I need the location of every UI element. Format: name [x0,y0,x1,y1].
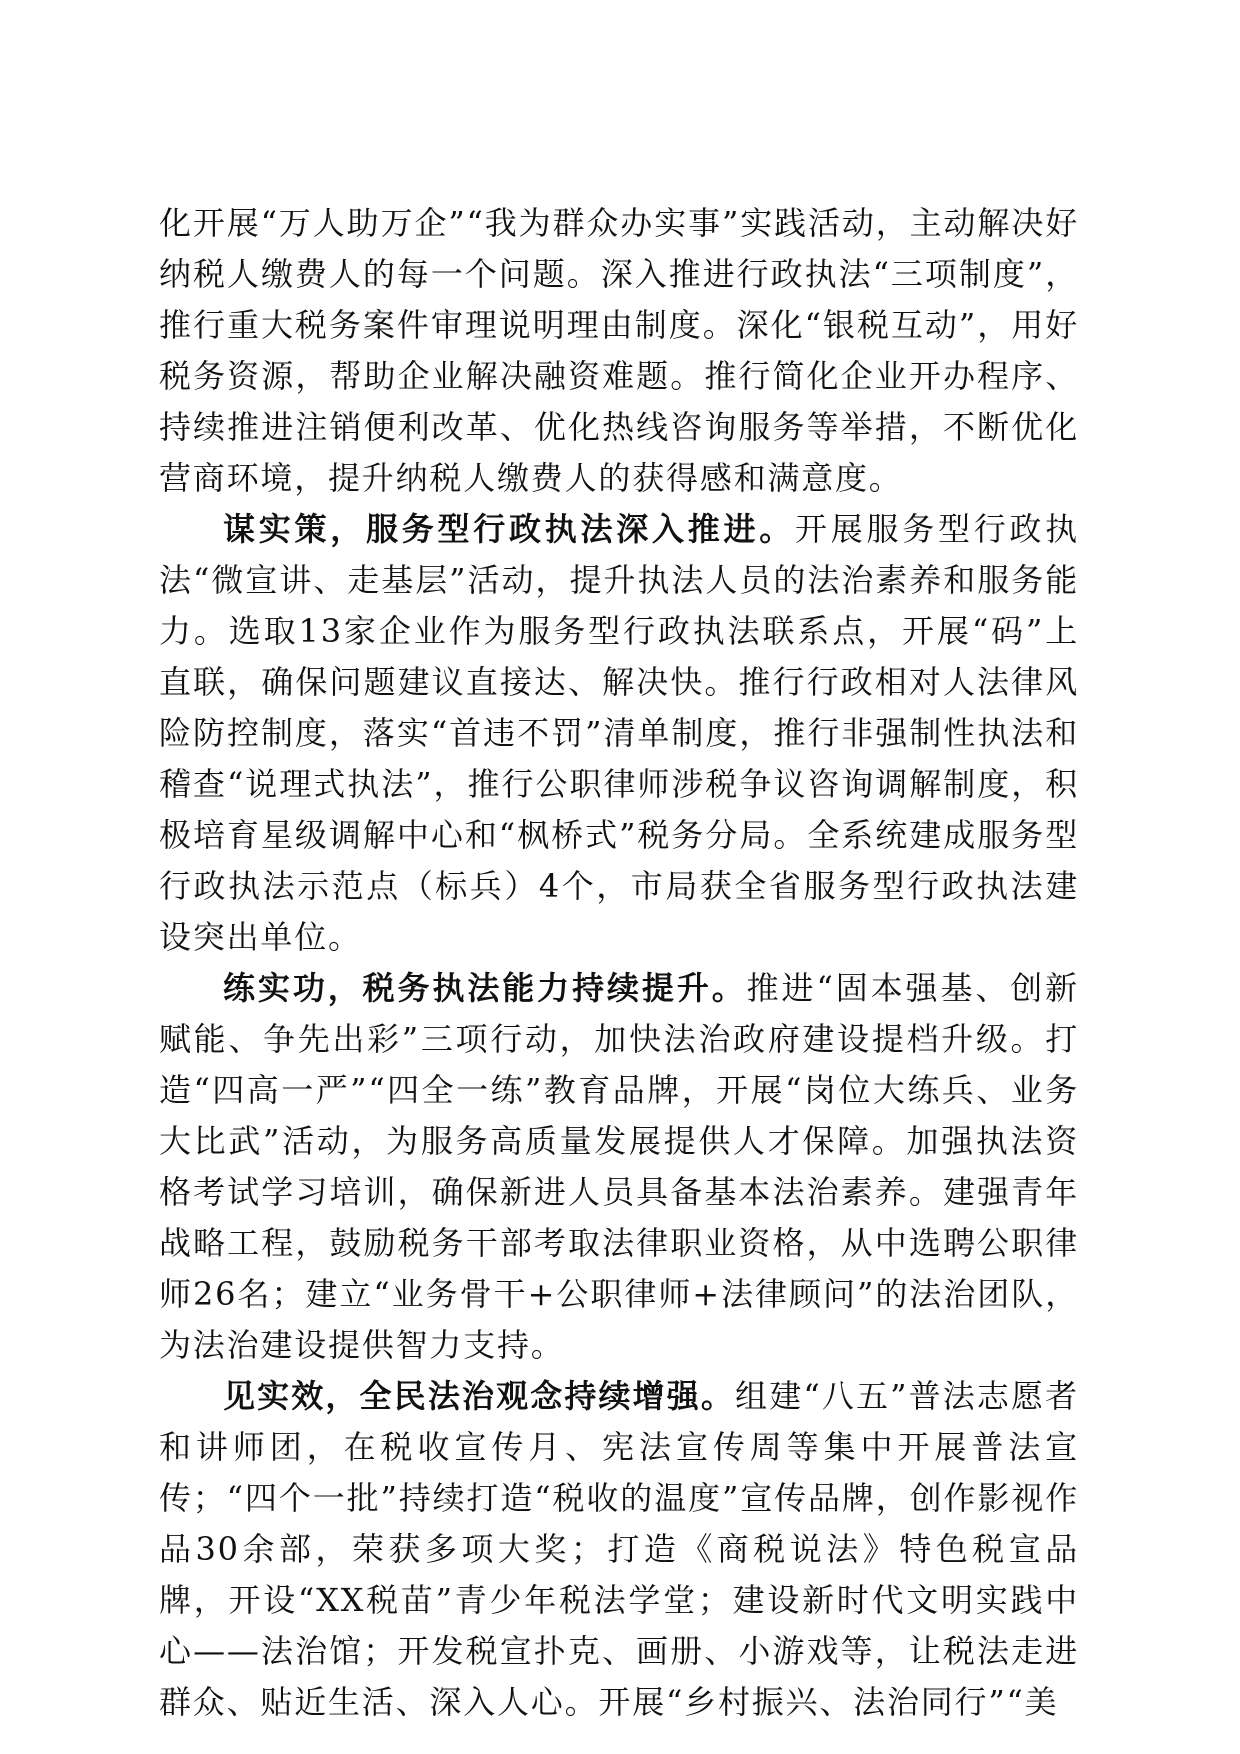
paragraph-enforcement-capability [159,963,1079,1371]
paragraph-text: 推进“固本强基、创新赋能、争先出彩”三项行动，加快法治政府建设提档升级。打造“四高一严”“四全一练”教育品牌，开展“岗位大练兵、业务大比武”活动，为服务高质量发展提供人才保障。加强执法资格考试学习培训，确保新进人员具备基本法治素养。建强青年战略工程，鼓励税务干部考取法律职业资格，从中选聘公职律师26名；建立“业务骨干+公职律师+法律顾问”的法治团队，为法治建设提供智力支持。 [159,969,1079,1364]
document-body [159,198,1079,1728]
paragraph-service-enforcement [159,504,1079,963]
paragraph-legal-awareness [159,1371,1079,1728]
paragraph-heading: 练实功，税务执法能力持续提升。 [223,969,747,1007]
paragraph-heading: 谋实策，服务型行政执法深入推进。 [223,510,795,548]
paragraph-text: 开展服务型行政执法“微宣讲、走基层”活动，提升执法人员的法治素养和服务能力。选取13家企业作为服务型行政执法联系点，开展“码”上直联，确保问题建议直接达、解决快。推行行政相对人法律风险防控制度，落实“首违不罚”清单制度，推行非强制性执法和稽查“说理式执法”，推行公职律师涉税争议咨询调解制度，积极培育星级调解中心和“枫桥式”税务分局。全系统建成服务型行政执法示范点（标兵）4个，市局获全省服务型行政执法建设突出单位。 [159,510,1079,956]
paragraph-heading: 见实效，全民法治观念持续增强。 [223,1377,736,1415]
paragraph-continuation [159,198,1079,504]
paragraph-text: 组建“八五”普法志愿者和讲师团，在税收宣传月、宪法宣传周等集中开展普法宣传；“四个一批”持续打造“税收的温度”宣传品牌，创作影视作品30余部，荣获多项大奖；打造《商税说法》特色税宣品牌，开设“XX税苗”青少年税法学堂；建设新时代文明实践中心——法治馆；开发税宣扑克、画册、小游戏等，让税法走进群众、贴近生活、深入人心。开展“乡村振兴、法治同行”“美 [159,1377,1079,1721]
paragraph-text: 化开展“万人助万企”“我为群众办实事”实践活动，主动解决好纳税人缴费人的每一个问题。深入推进行政执法“三项制度”，推行重大税务案件审理说明理由制度。深化“银税互动”，用好税务资源，帮助企业解决融资难题。推行简化企业开办程序、持续推进注销便利改革、优化热线咨询服务等举措，不断优化营商环境，提升纳税人缴费人的获得感和满意度。 [159,204,1079,497]
